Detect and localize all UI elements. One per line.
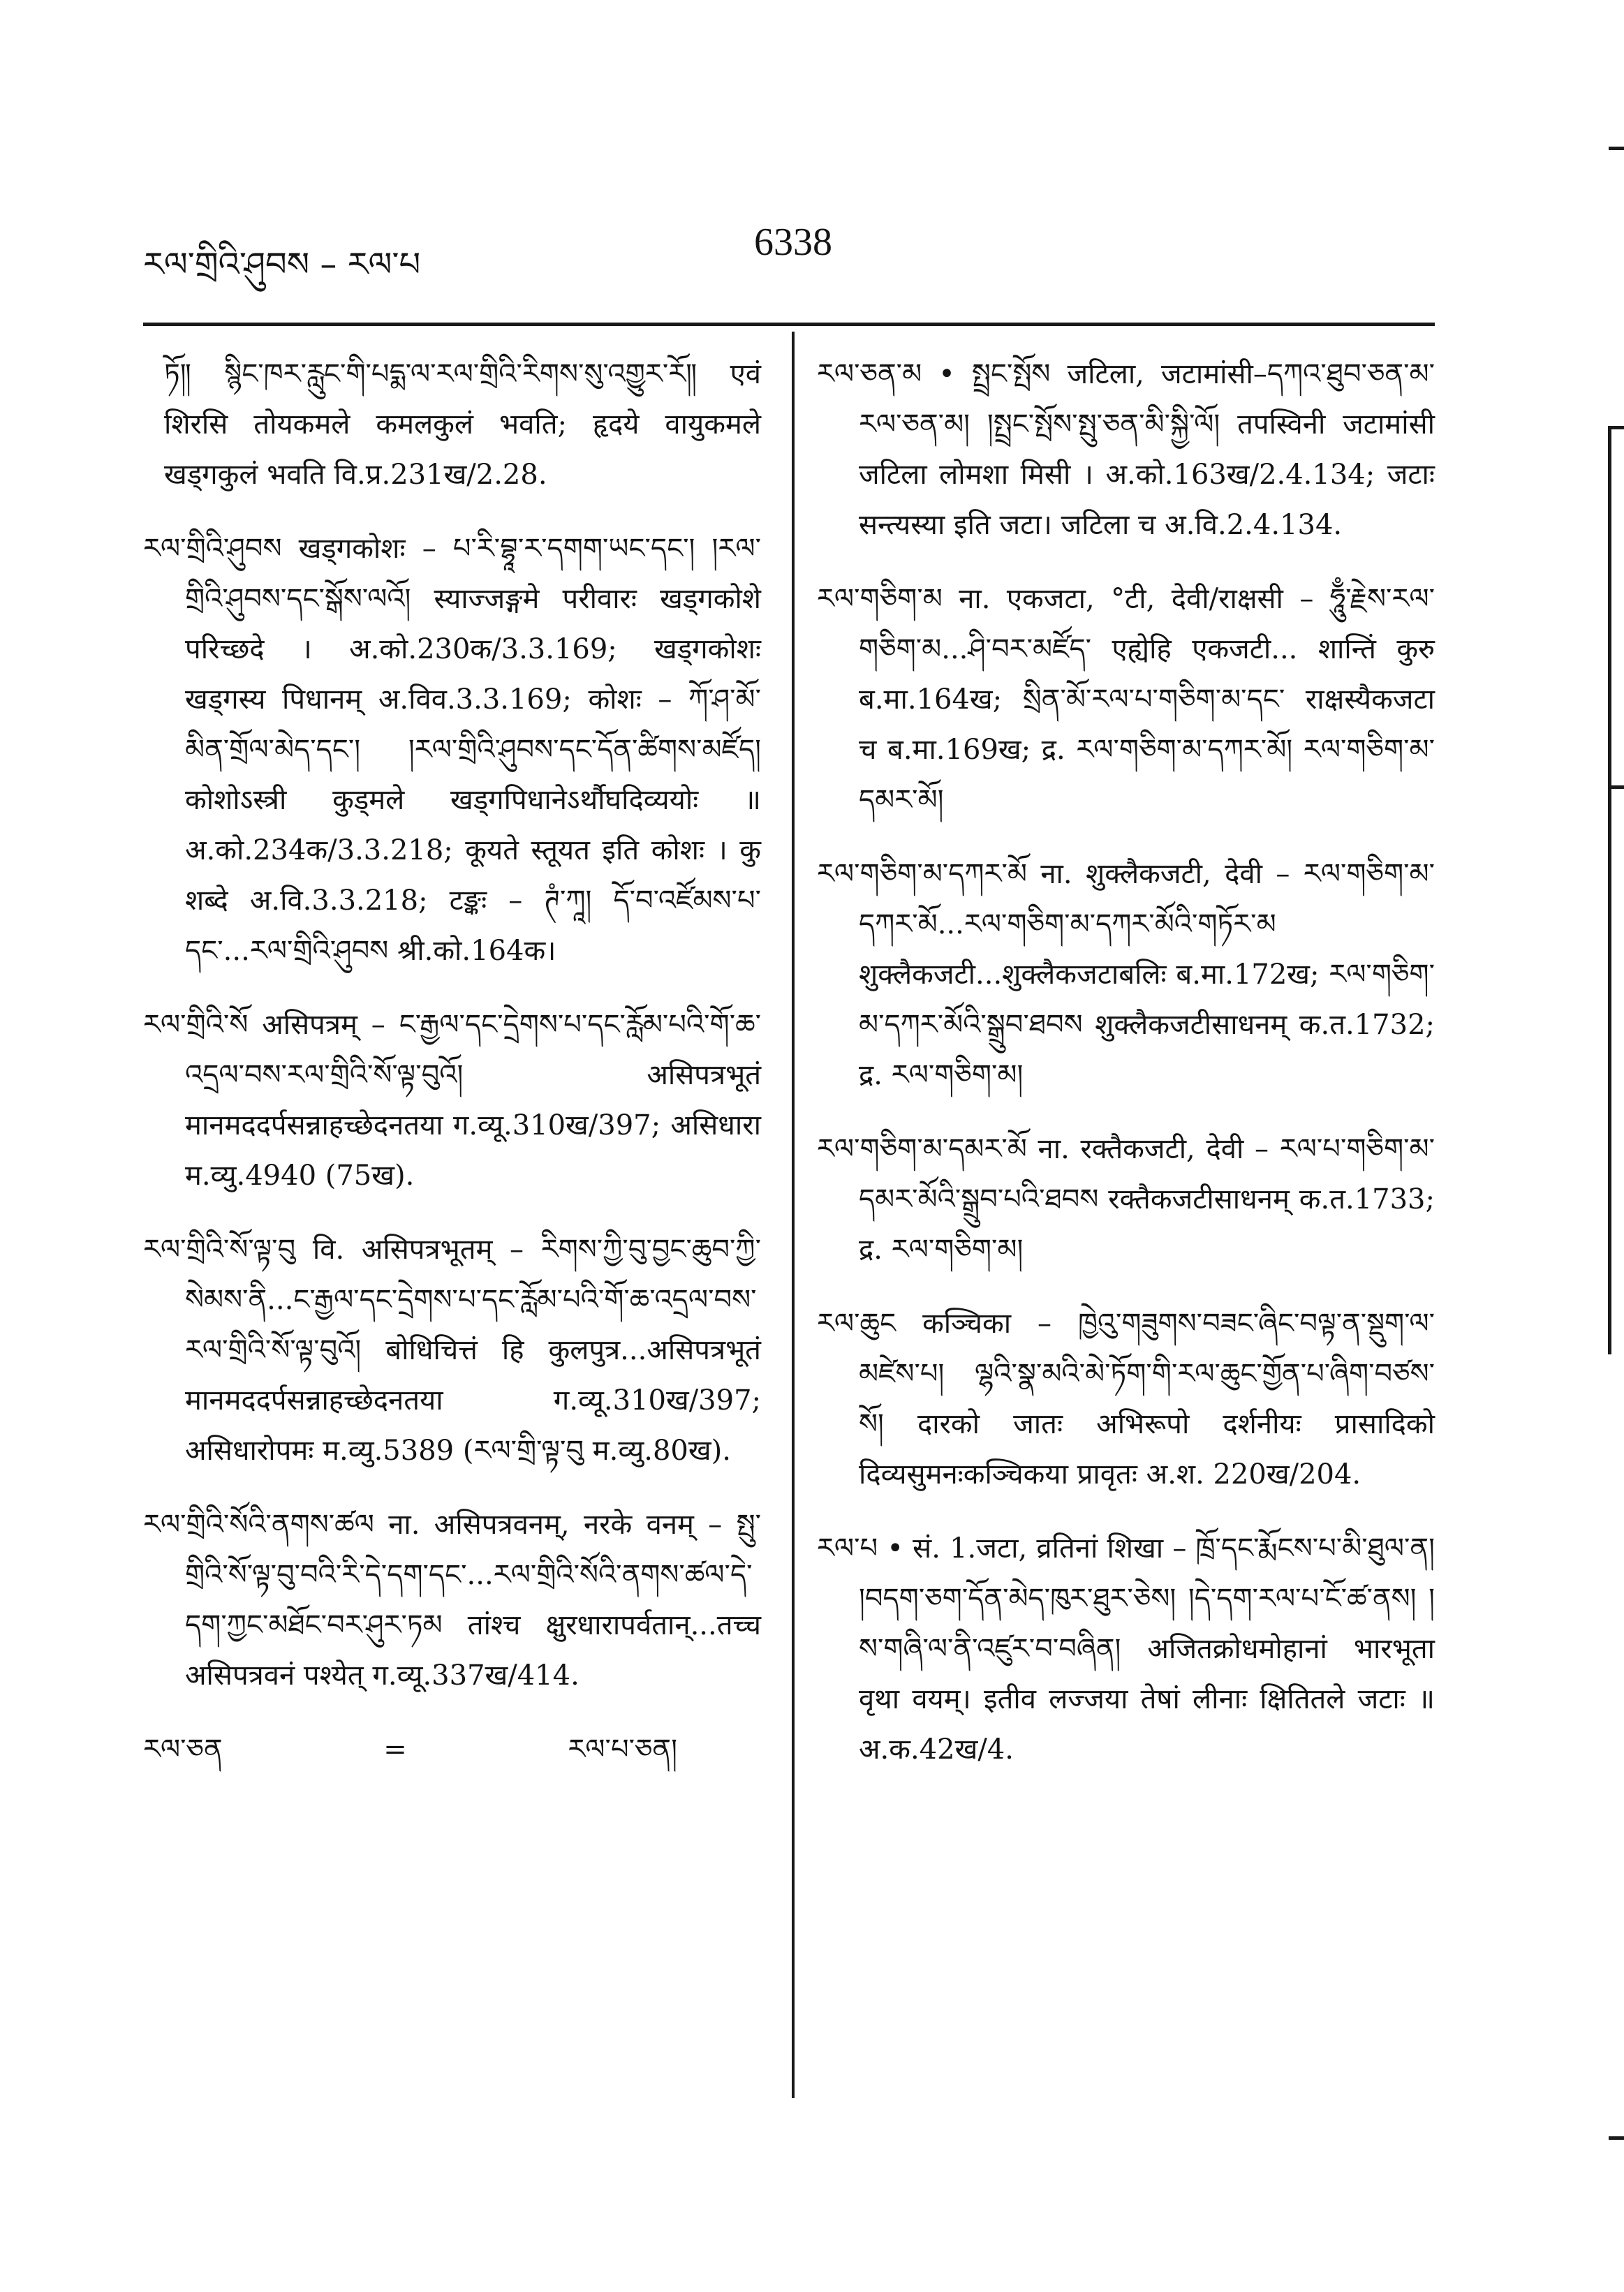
scan-edge-mark xyxy=(1609,147,1624,150)
column-divider xyxy=(792,332,795,2098)
cross-reference-term: རལ་ཅན xyxy=(143,1733,223,1766)
cross-reference-equals: = xyxy=(383,1733,407,1766)
dictionary-entry: རལ་གཅིག་མ ना. एकजटा, °टी, देवी/राक्षसी – ཧཱུྃ་རྗེས་རལ་གཅིག་མ...ཤི་བར་མཛོད་ एह्येहि एकजटी... शान्तिं कुरु ब.मा.164ख; སྲིན་མོ་རལ་པ་གཅིག་མ་དང་ राक्षस्यैकजटा च ब.मा.169ख; द्र. རལ་གཅིག་མ་དཀར་མོ། རལ་གཅིག་མ་དམར་མོ། xyxy=(817,583,1435,816)
header-rule xyxy=(143,323,1435,326)
dictionary-entry: རལ་གཅིག་མ་དམར་མོ ना. रक्तैकजटी, देवी – རལ་པ་གཅིག་མ་དམར་མོའི་སྒྲུབ་པའི་ཐབས रक्तैकजटीसाधनम् क.त.1733; द्र. རལ་གཅིག་མ། xyxy=(817,1133,1435,1266)
dictionary-entry: རལ་ཅན་མ • སྤྲང་སྤོས जटिला, जटामांसी–དཀའ་ཐུབ་ཅན་མ་རལ་ཅན་མ། །སྤྲང་སྤོས་སྤུ་ཅན་མི་སྐྱི་ལོ། तपस्विनी जटामांसी जटिला लोमशा मिसी । अ.को.163ख/2.4.134; जटाः सन्त्यस्या इति जटा। जटिला च अ.वि.2.4.134. xyxy=(817,358,1435,541)
dictionary-entry: རལ་གྲིའི་སོའི་ནགས་ཚལ ना. असिपत्रवनम्, नरके वनम् – སྤུ་གྲིའི་སོ་ལྟ་བུ་བའི་རི་དེ་དག་དང་...རལ་གྲིའི་སོའི་ནགས་ཚལ་དེ་དག་ཀྱང་མཐོང་བར་ཤུར་ཏམ तांश्च क्षुरधारापर्वतान्...तच्च असिपत्रवनं पश्येत् ग.व्यू.337ख/414. xyxy=(143,1509,761,1692)
left-column xyxy=(143,349,761,1798)
dictionary-entry: ཏོ༎ སྙིང་ཁར་རླུང་གི་པདྨ་ལ་རལ་གྲིའི་རིགས་སུ་འགྱུར་རོ༎ एवं शिरसि तोयकमले कमलकुलं भवति; हृदये वायुकमले खड्गकुलं भवति वि.प्र.231ख/2.28. xyxy=(164,358,761,491)
dictionary-entry: རལ་གྲིའི་སོ असिपत्रम् – ང་རྒྱལ་དང་དྲེགས་པ་དང་རློམ་པའི་གོ་ཆ་འདྲལ་བས་རལ་གྲིའི་སོ་ལྟ་བུའོ། असिपत्रभूतं मानमददर्पसन्नाहच्छेदनतया ग.व्यू.310ख/397; असिधारा म.व्यु.4940 (75ख). xyxy=(143,1009,761,1192)
dictionary-entry: རལ་གྲིའི་ཤུབས खड्गकोशः – པ་རི་བྷཱ་ར་དགག་ཡང་དང་། །རལ་གྲིའི་ཤུབས་དང་སྒོས་ལའོ། स्याज्जङ्गमे परीवारः खड्गकोशे परिच्छदे । अ.को.230क/3.3.169; खड्गकोशः खड्गस्य पिधानम् अ.विव.3.3.169; कोशः – ཀོ་ཤ་མོ་མིན་གྲོལ་མེད་དང་། །རལ་གྲིའི་ཤུབས་དང་དོན་ཚིགས་མཛོད། कोशोऽस्त्री कुड्मले खड्गपिधानेऽर्थौघदिव्ययोः ॥ अ.को.234क/3.3.218; कूयते स्तूयत इति कोशः । कु शब्दे अ.वि.3.3.218; टङ्कः – ཊཾ་ཀཱ། དོ་བ་འཛོམས་པ་དང་...རལ་གྲིའི་ཤུབས श्री.को.164क। xyxy=(143,533,761,967)
running-head: རལ་གྲིའི་ཤུབས – རལ་པ xyxy=(143,245,421,284)
right-column xyxy=(817,349,1435,1798)
dictionary-entry: རལ་གཅིག་མ་དཀར་མོ ना. शुक्लैकजटी, देवी – རལ་གཅིག་མ་དཀར་མོ...རལ་གཅིག་མ་དཀར་མོའི་གཏོར་མ शुक्लैकजटी...शुक्लैकजटाबलिः ब.मा.172ख; རལ་གཅིག་མ་དཀར་མོའི་སྒྲུབ་ཐབས शुक्लैकजटीसाधनम् क.त.1732; द्र. རལ་གཅིག་མ། xyxy=(817,858,1435,1091)
page-number: 6338 xyxy=(754,221,832,264)
dictionary-entry: རལ་ཆུང कञ्चिका – ཁྱེའུ་གཟུགས་བཟང་ཞིང་བལྟ་ན་སྡུག་ལ་མཛེས་པ། ལྷའི་སྣ་མའི་མེ་ཏོག་གི་རལ་ཆུང་གྱོན་པ་ཞིག་བཙས་སོ། दारको जातः अभिरूपो दर्शनीयः प्रासादिको दिव्यसुमनःकञ्चिकया प्रावृतः अ.श. 220ख/204. xyxy=(817,1308,1435,1491)
cross-reference-target: རལ་པ་ཅན། xyxy=(568,1733,677,1766)
scan-edge-line xyxy=(1608,684,1624,1354)
scan-edge-mark xyxy=(1609,2136,1624,2140)
dictionary-entry: རལ་གྲིའི་སོ་ལྟ་བུ वि. असिपत्रभूतम् – རིགས་ཀྱི་བུ་བྱང་ཆུབ་ཀྱི་སེམས་ནི...ང་རྒྱལ་དང་དྲེགས་པ་དང་རློམ་པའི་གོ་ཆ་འདྲལ་བས་རལ་གྲིའི་སོ་ལྟ་བུའོ། बोधिचित्तं हि कुलपुत्र...असिपत्रभूतं मानमददर्पसन्नाहच्छेदनतया ग.व्यू.310ख/397; असिधारोपमः म.व्यु.5389 (རལ་གྲི་ལྟ་བུ म.व्यु.80ख). xyxy=(143,1234,761,1467)
cross-reference-entry xyxy=(143,1724,761,1775)
dictionary-entry: རལ་པ • सं. 1.जटा, व्रतिनां शिखा – ཁྲོ་དང་རྨོངས་པ་མི་ཐུལ་ན། །བདག་ཅག་དོན་མེད་ཁུར་ཐུར་ཅེས། །དེ་དག་རལ་པ་ངོ་ཚ་ནས། །ས་གཞི་ལ་ནི་འཛུར་བ་བཞིན། अजितक्रोधमोहानां भारभूता वृथा वयम्। इतीव लज्जया तेषां लीनाः क्षितितले जटाः ॥ अ.क.42ख/4. xyxy=(817,1532,1435,1766)
